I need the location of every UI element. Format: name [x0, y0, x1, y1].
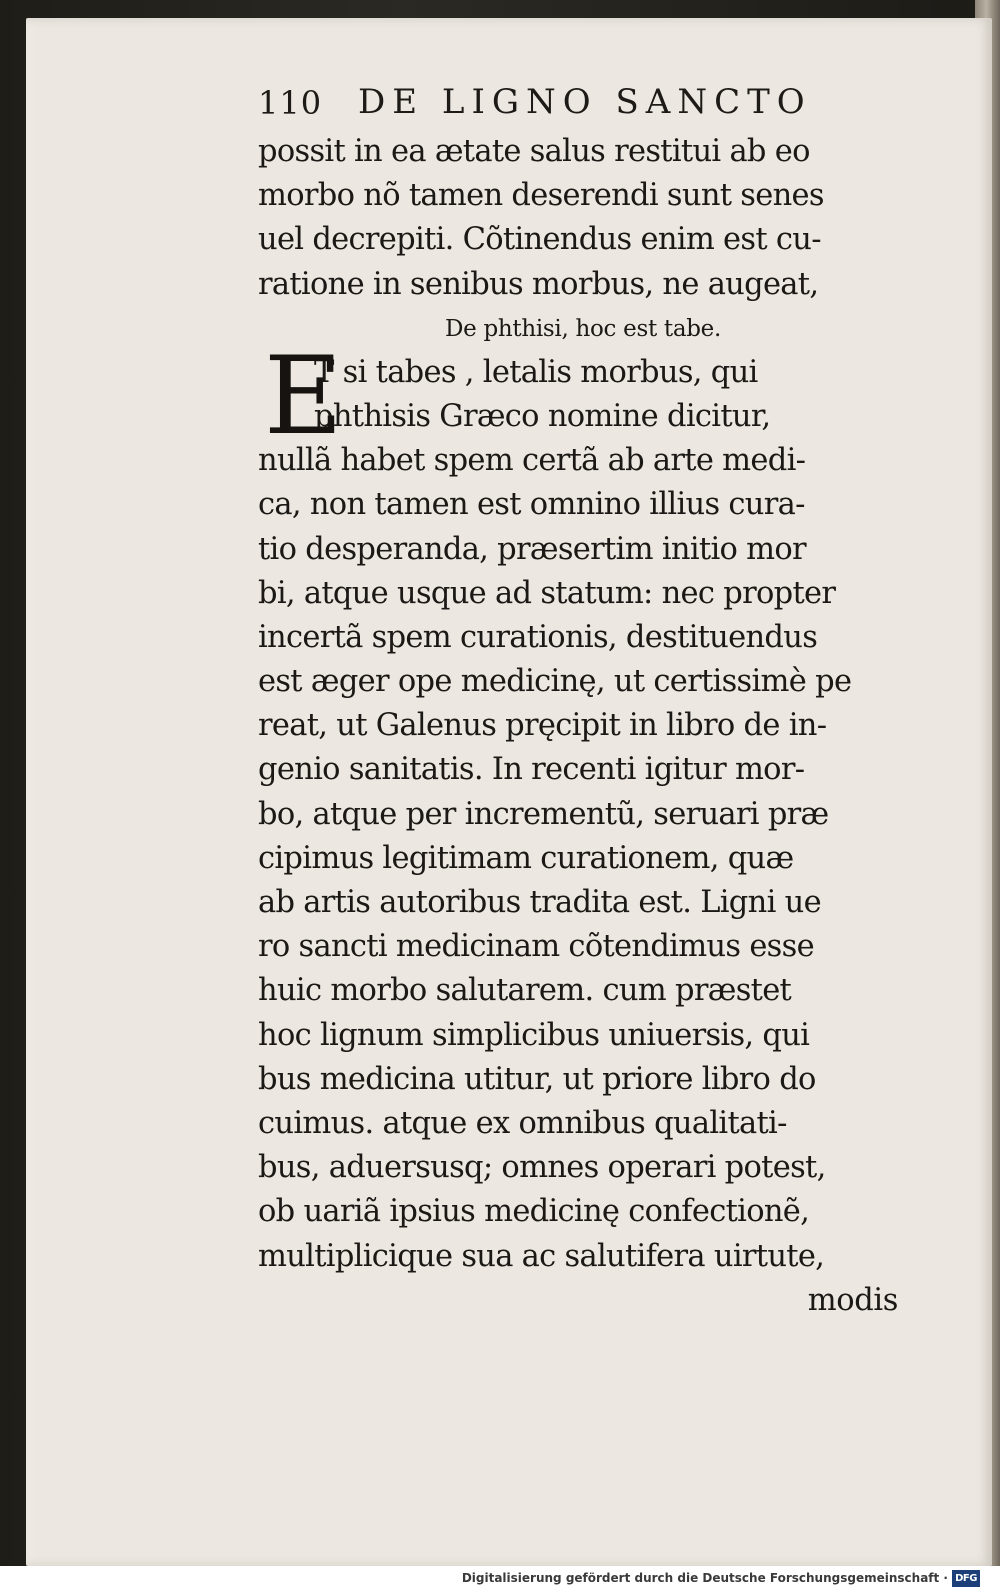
text-line: morbo nõ tamen deserendi sunt senes [258, 178, 824, 214]
text-line: cipimus legitimam curationem, quæ [258, 840, 794, 876]
text-line: tio desperanda, præsertim initio mor [258, 531, 806, 567]
text-line: uel decrepiti. Cõtinendus enim est cu- [258, 222, 821, 258]
text-line: multiplicique sua ac salutifera uirtute, [258, 1238, 825, 1274]
text-line: phthisis Græco nomine dicitur, [314, 398, 771, 434]
running-head [258, 78, 818, 128]
drop-cap: E [264, 333, 343, 459]
text-line: possit in ea ætate salus restitui ab eo [258, 134, 810, 169]
page-number: 110 [258, 84, 323, 122]
text-block [258, 130, 898, 1323]
text-line: nullã habet spem certã ab arte medi- [258, 443, 806, 479]
text-line: reat, ut Galenus pręcipit in libro de in- [258, 708, 827, 744]
text-line: ab artis autoribus tradita est. Ligni ue [258, 885, 821, 920]
text-line: bi, atque usque ad statum: nec propter [258, 575, 836, 611]
text-line: cuimus. atque ex omnibus qualitati- [258, 1105, 787, 1141]
text-line: genio sanitatis. In recenti igitur mor- [258, 752, 805, 788]
dfg-logo-icon: DFG [952, 1570, 980, 1587]
funding-credit: Digitalisierung gefördert durch die Deutsche Forschungsgemeinschaft · [461, 1571, 948, 1585]
text-line: ro sancti medicinam cõtendimus esse [258, 929, 814, 965]
running-title: DE LIGNO SANCTO [358, 82, 812, 122]
text-line: hoc lignum simplicibus uniuersis, qui [258, 1017, 810, 1053]
text-line: incertã spem curationis, destituendus [258, 619, 818, 655]
catchword: modis [807, 1282, 898, 1318]
paragraph [258, 333, 898, 1279]
footer-bar [0, 1566, 1000, 1592]
text-line: huic morbo salutarem. cum præstet [258, 973, 792, 1009]
text-line: ca, non tamen est omnino illius cura- [258, 487, 805, 523]
text-line: T si tabes , letalis morbus, qui [314, 354, 758, 390]
text-line: ob uariã ipsius medicinę confectionẽ, [258, 1194, 810, 1230]
text-line: bo, atque per incrementũ, seruari præ [258, 796, 829, 832]
text-line: ratione in senibus morbus, ne augeat, [258, 266, 819, 302]
text-line: bus medicina utitur, ut priore libro do [258, 1061, 816, 1097]
text-line: est æger ope medicinę, ut certissimè pe [258, 664, 852, 700]
text-line: bus, aduersusq; omnes operari potest, [258, 1150, 826, 1186]
section-heading: De phthisi, hoc est tabe. [444, 315, 721, 342]
